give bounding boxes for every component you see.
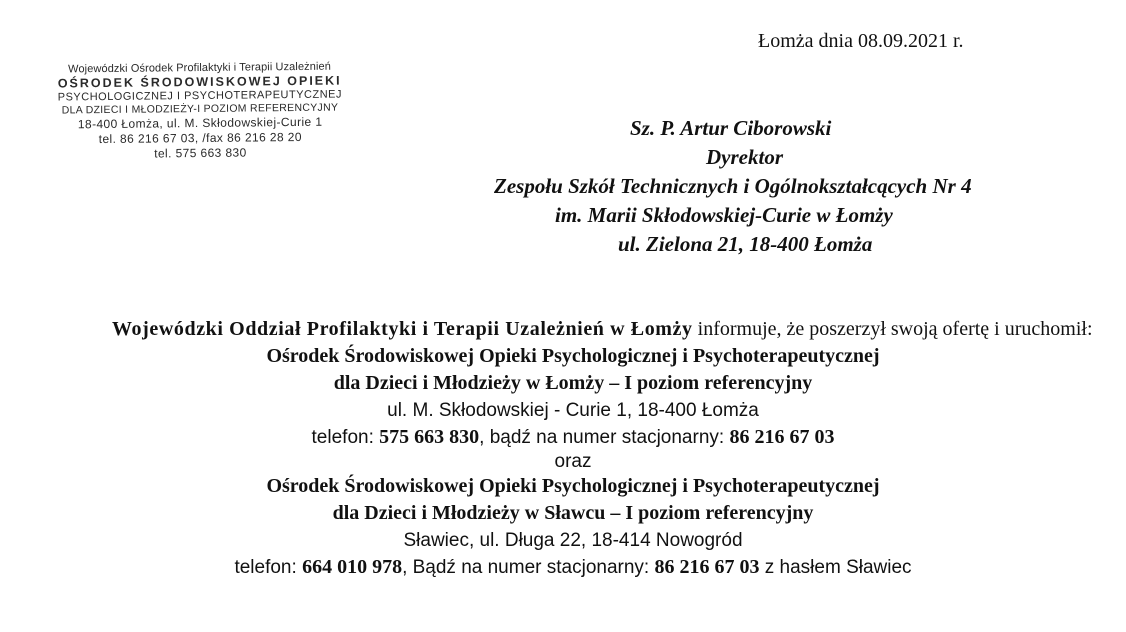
conjunction: oraz (554, 451, 592, 472)
stamp-line-2: OŚRODEK ŚRODOWISKOWEJ OPIEKI (57, 73, 342, 91)
recipient-address: ul. Zielona 21, 18-400 Łomża (618, 232, 873, 256)
organization-stamp (29, 60, 370, 162)
center2-name-line1: Ośrodek Środowiskowej Opieki Psychologicznej i Psychoterapeutycznej (266, 475, 880, 497)
recipient-title: Dyrektor (706, 145, 783, 169)
center1-phone-line (68, 424, 1098, 451)
recipient-block (470, 114, 1050, 259)
stamp-line-3: PSYCHOLOGICZNEJ I PSYCHOTERAPEUTYCZNEJ (57, 88, 343, 104)
center2-phone-line (68, 554, 1098, 581)
recipient-name: Sz. P. Artur Ciborowski (630, 116, 832, 140)
center2-name-line2: dla Dzieci i Młodzieży w Sławcu – I poziom referencyjny (332, 502, 814, 524)
stamp-line-5: 18-400 Łomża, ul. M. Skłodowskiej-Curie 1 (77, 114, 323, 132)
stamp-line-7: tel. 575 663 830 (154, 145, 247, 161)
stamp-line-1: Wojewódzki Ośrodek Profilaktyki i Terapii Uzależnień (68, 60, 331, 76)
center1-phone-landline: 86 216 67 03 (729, 426, 835, 448)
center2-phone-middle: , Bądź na numer stacjonarny: (402, 557, 655, 578)
center1-phone-middle: , bądź na numer stacjonarny: (479, 427, 730, 448)
center1-phone-prefix: telefon: (311, 427, 380, 448)
center1-phone-mobile: 575 663 830 (379, 426, 480, 448)
center2-phone-suffix: z hasłem Sławiec (759, 557, 912, 578)
date-line: Łomża dnia 08.09.2021 r. (758, 30, 964, 52)
intro-text: informuje, że poszerzył swoją ofertę i uruchomił: (692, 318, 1093, 340)
center1-name-line1: Ośrodek Środowiskowej Opieki Psychologicznej i Psychoterapeutycznej (266, 345, 880, 367)
intro-paragraph (68, 316, 1098, 343)
stamp-line-4: DLA DZIECI I MŁODZIEŻY-I POZIOM REFERENCYJNY (61, 101, 339, 117)
center2-phone-prefix: telefon: (234, 557, 303, 578)
center1-address: ul. M. Skłodowskiej - Curie 1, 18-400 Łomża (387, 400, 759, 421)
center2-address: Sławiec, ul. Długa 22, 18-414 Nowogród (403, 530, 743, 551)
center2-phone-mobile: 664 010 978 (302, 556, 403, 578)
center2-phone-landline: 86 216 67 03 (654, 556, 760, 578)
stamp-line-6: tel. 86 216 67 03, /fax 86 216 28 20 (98, 129, 302, 147)
intro-organization: Wojewódzki Oddział Profilaktyki i Terapii Uzależnień w Łomży (112, 318, 693, 340)
center1-name-line2: dla Dzieci i Młodzieży w Łomży – I poziom referencyjny (333, 372, 813, 394)
recipient-school-patron: im. Marii Skłodowskiej-Curie w Łomży (555, 203, 893, 227)
recipient-school: Zespołu Szkół Technicznych i Ogólnokształcących Nr 4 (494, 174, 972, 198)
letter-body (68, 316, 1098, 581)
